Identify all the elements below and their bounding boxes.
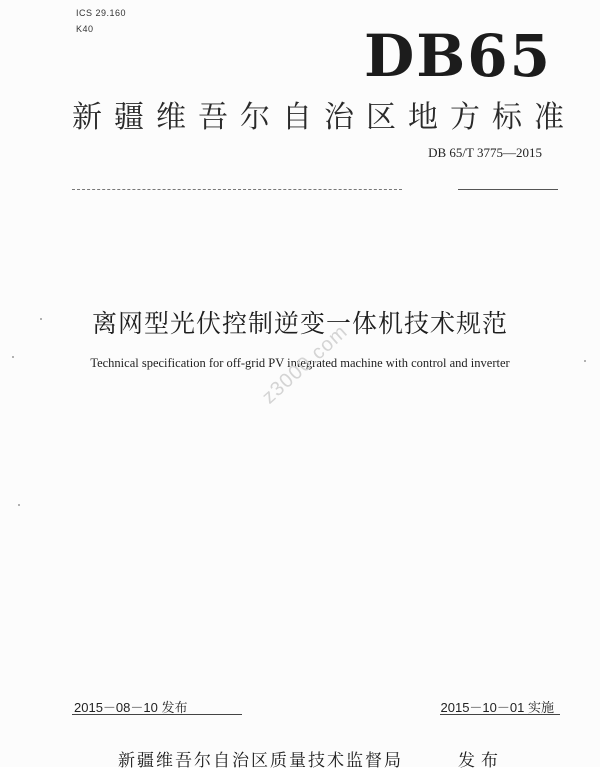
date-divider-left bbox=[72, 714, 242, 715]
header-divider-right bbox=[458, 189, 558, 190]
scan-speck bbox=[18, 504, 20, 506]
scan-speck bbox=[40, 318, 42, 320]
issuing-authority: 新疆维吾尔自治区质量技术监督局 bbox=[118, 751, 403, 771]
watermark: z3000.com bbox=[258, 320, 353, 409]
implementation-date-value: 2015－10－01 bbox=[440, 700, 525, 715]
header-divider-left bbox=[72, 189, 402, 190]
issuing-authority-suffix: 发布 bbox=[458, 751, 504, 771]
db-logo: DB65 bbox=[363, 22, 552, 90]
document-title-chinese: 离网型光伏控制逆变一体机技术规范 bbox=[91, 309, 508, 338]
issue-label: 发布 bbox=[161, 701, 188, 716]
ccs-code: K40 bbox=[76, 24, 94, 34]
document-title-english: Technical specification for off-grid PV integrated machine with control and inverter bbox=[90, 356, 510, 370]
issue-date-value: 2015－08－10 bbox=[74, 700, 158, 715]
ics-code: ICS 29.160 bbox=[76, 8, 127, 18]
implementation-label: 实施 bbox=[527, 701, 554, 716]
scan-speck bbox=[584, 360, 586, 362]
date-divider-right bbox=[440, 714, 560, 715]
standard-number: DB 65/T 3775—2015 bbox=[428, 145, 542, 160]
scan-speck bbox=[12, 356, 14, 358]
standard-category-title: 新疆维吾尔自治区地方标准 bbox=[72, 100, 576, 135]
